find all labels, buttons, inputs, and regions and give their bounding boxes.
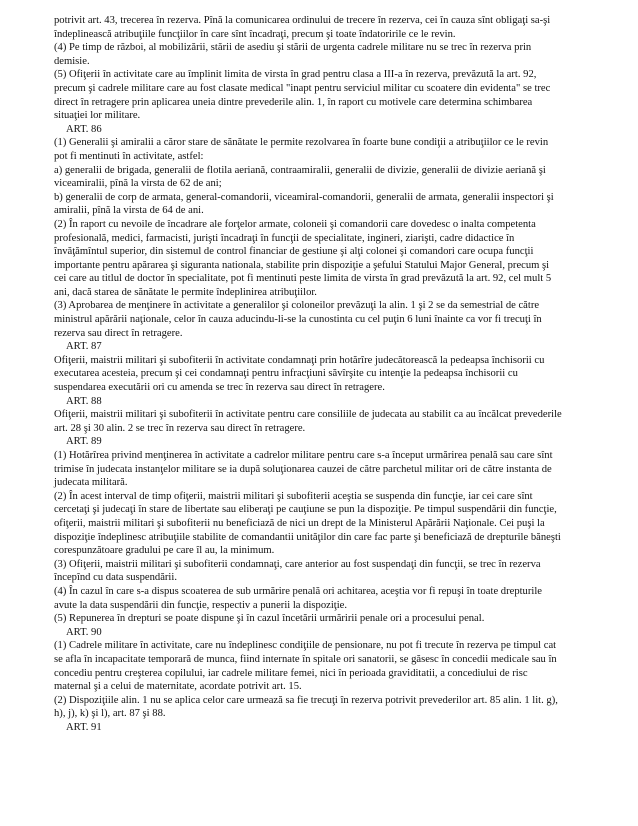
paragraph: (4) În cazul în care s-a dispus scoaterea de sub urmărire penală ori achitarea, aceştia vor fi repuşi în toate drepturile avute la data suspendării din funcţie, respectiv a punerii la dispoziţie. <box>54 585 542 611</box>
article-heading: ART. 86 <box>66 123 102 135</box>
paragraph: (1) Hotărîrea privind menţinerea în activitate a cadrelor militare pentru care s-a început urmărirea penală sau care sînt trimise în judecata instanţelor militare se ia după soluţionarea cauzei de către parchetul militar ori de către instanta de judecata militară. <box>54 450 553 489</box>
document-page <box>54 14 564 734</box>
article-heading: ART. 89 <box>66 436 102 448</box>
paragraph: (4) Pe timp de război, al mobilizării, stării de asediu şi stării de urgenta cadrele militare nu se trec în rezerva prin demisie. <box>54 42 532 67</box>
paragraph: potrivit art. 43, trecerea în rezerva. Pînă la comunicarea ordinului de trecere în rezerva, cei în cauza sînt obligaţi sa-şi îndeplinească atribuţiile funcţiilor în care sînt încadraţi, precum şi toate îndatoririle ce le revin. <box>54 15 551 40</box>
paragraph: (5) Ofiţerii în activitate care au împlinit limita de virsta în grad pentru clasa a III-a în rezerva, prevăzută la art. 92, precum şi cadrele militare care au fost clasate medical "inapt pentru serviciul militar cu scoatere din evidenta" se trec direct în retragere prin aplicarea uneia dintre prevederile alin. 1, în raport cu motivele care determina schimbarea situaţiei lor militare. <box>54 69 551 122</box>
paragraph: b) generalii de corp de armata, general-comandorii, viceamiral-comandorii, generalii de armata, generalii inspectori şi amiralii, pînă la virsta de 64 de ani. <box>54 191 554 217</box>
paragraph: (2) În acest interval de timp ofiţerii, maistrii militari şi subofiterii aceştia se suspenda din funcţie, iar cei care sînt cercetaţi şi judecaţi în stare de libertate sau eliberaţi pe cauţiune se pun la dispoziţie. Pe timpul suspendării din funcţie, ofiţerii, maistrii militari şi subofiterii nu beneficiază de nici un drept de la Ministerul Apărării Naţionale. Cei puşi la dispoziţie îndeplinesc atribuţiile stabilite de comandantii unităţilor din care fac parte şi beneficiază de drepturile băneşti corespunzătoare gradului pe care îl au, la minimum. <box>54 490 561 557</box>
paragraph: Ofiţerii, maistrii militari şi subofiterii în activitate pentru care consiliile de judecata au stabilit ca au încălcat prevederile art. 28 şi 30 alin. 2 se trec în rezerva sau direct în retragere. <box>54 409 562 434</box>
article-heading: ART. 87 <box>66 341 102 353</box>
paragraph: Ofiţerii, maistrii militari şi subofiterii în activitate condamnaţi prin hotărîre judecătorească la pedeapsa închisorii cu executarea acesteia, precum şi cei condamnaţi pentru infracţiuni săvîrşite cu intenţie la pedeapsa închisorii cu suspendarea executării ori cu amenda se trec în rezerva sau direct în retragere. <box>54 354 545 394</box>
article-heading: ART. 90 <box>66 626 102 638</box>
article-heading: ART. 91 <box>66 721 102 733</box>
paragraph: a) generalii de brigada, generalii de flotila aeriană, contraamiralii, generalii de divizie, generalii de divizie aeriană şi viceamiralii, pînă la virsta de 62 de ani; <box>54 164 546 190</box>
paragraph: (1) Cadrele militare în activitate, care nu îndeplinesc condiţiile de pensionare, nu pot fi trecute în rezerva pe timpul cat se afla în incapacitate temporară de munca, fiind internate în spitale ori sanatorii, se găsesc în concedii medicale sau în concediu pentru creşterea copilului, iar cadrele militare femei, nici în perioada graviditatii, a concediului de risc maternal şi a celui de maternitate, acordate potrivit art. 15. <box>54 640 557 693</box>
paragraph: (1) Generalii şi amiralii a căror stare de sănătate le permite rezolvarea în foarte bune condiţii a atribuţiilor ce le revin pot fi mentinuti în activitate, astfel: <box>54 137 549 162</box>
paragraph: (2) Dispoziţiile alin. 1 nu se aplica celor care urmează sa fie trecuţi în rezerva potrivit prevederilor art. 85 alin. 1 lit. g), h), j), k) şi l), art. 87 şi 88. <box>54 694 558 720</box>
article-heading: ART. 88 <box>66 395 102 407</box>
paragraph: (3) Aprobarea de menţinere în activitate a generalilor şi coloneilor prevăzuţi la alin. 1 şi 2 se da semestrial de către ministrul apărării naţionale, celor în cauza aducindu-li-se la cunostinta cu cel puţin 6 luni înainte ca vor fi trecuţi în rezerva sau direct în retragere. <box>54 300 542 339</box>
paragraph: (2) În raport cu nevoile de încadrare ale forţelor armate, coloneii şi comandorii care dovedesc o inalta competenta profesională, medici, farmacisti, jurişti încadraţi în funcţii de specialitate, ingineri, ziarişti, cadre didactice în învăţămîntul superior, din sistemul de control financiar de gestiune şi alţi colonei şi comandori care ocupa funcţii importante pentru apărarea şi siguranta nationala, stabilite prin dispoziţie a şefului Statului Major General, precum şi cei care au titlul de doctor în specialitate, pot fi mentinuti peste limita de virsta în grad prevăzută la art. 92, cel mult 5 ani, dacă starea de sănătate le permite îndeplinirea atribuţiilor. <box>54 218 552 298</box>
paragraph: (5) Repunerea în drepturi se poate dispune şi în cazul încetării urmăririi penale ori a procesului penal. <box>54 613 485 625</box>
paragraph: (3) Ofiţerii, maistrii militari şi subofiterii condamnaţi, care anterior au fost suspendaţi din funcţii, se trec în rezerva începînd cu data suspendării. <box>54 558 541 584</box>
